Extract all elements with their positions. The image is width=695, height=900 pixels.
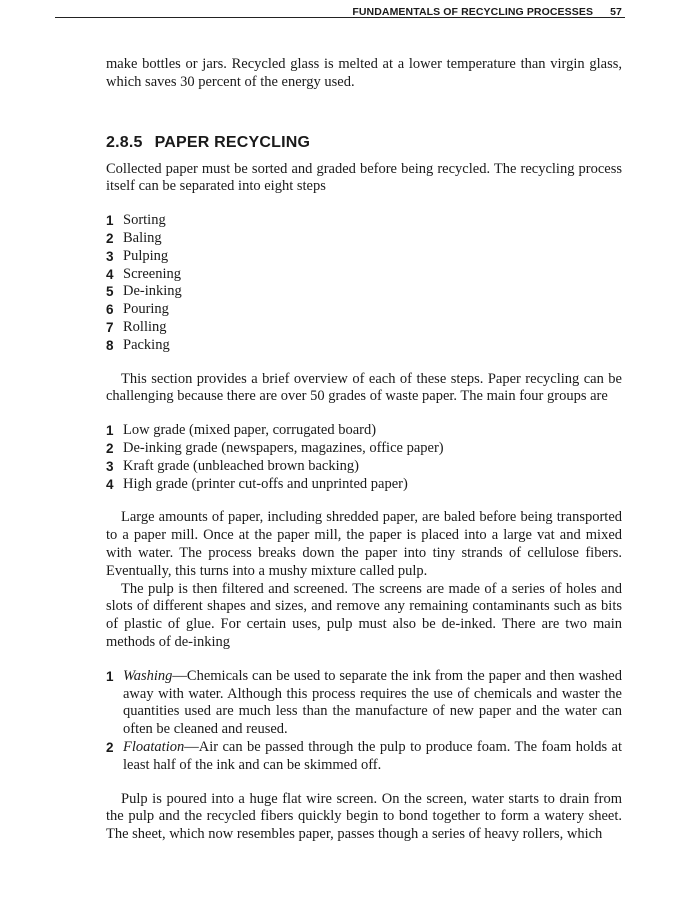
step-number: 8: [106, 337, 114, 353]
grade-number: 4: [106, 476, 114, 492]
running-head-title: FUNDAMENTALS OF RECYCLING PROCESSES: [352, 6, 594, 18]
step-number: 5: [106, 284, 114, 300]
method-text: —Air can be passed through the pulp to produce foam. The foam holds at least half of the ink and can be skimmed off.: [123, 738, 622, 773]
paragraph-pouring: Pulp is poured into a huge flat wire screen. On the screen, water starts to drain from the pulp and the recycled fibers quickly begin to bond together to form a watery sheet. The sheet, which now resembles paper, passes though a series of heavy rollers, which: [106, 790, 622, 843]
step-text: Baling: [123, 229, 162, 246]
grades-list: [106, 422, 622, 493]
step-text: Pouring: [123, 301, 169, 318]
paragraph-screening: The pulp is then filtered and screened. The screens are made of a series of holes and slots of different shapes and sizes, and remove any remaining contaminants such as bits of plastic of glue. For certain uses, pulp must also be de-inked. There are two main methods of de-inking: [106, 580, 622, 650]
grade-number: 1: [106, 423, 114, 439]
step-number: 4: [106, 266, 114, 282]
grade-text: Low grade (mixed paper, corrugated board): [123, 422, 377, 439]
step-number: 7: [106, 319, 114, 335]
method-number: 1: [106, 668, 114, 684]
step-text: De-inking: [123, 283, 182, 300]
section-heading: [106, 133, 622, 153]
page-body: [106, 56, 622, 844]
list-item: [106, 230, 622, 248]
grade-text: De-inking grade (newspapers, magazines, office paper): [123, 439, 444, 456]
list-item: [106, 422, 622, 440]
list-item: [106, 458, 622, 476]
steps-list: [106, 212, 622, 354]
list-item: [106, 248, 622, 266]
method-term: Floatation: [123, 738, 185, 755]
step-text: Sorting: [123, 212, 166, 229]
list-item: [106, 212, 622, 230]
method-text: —Chemicals can be used to separate the ink from the paper and then washed away with water. Although this process requires the use of chemicals and waster the quantities used are much less than the manufacture of new paper and the water can often be cleaned and reused.: [123, 667, 622, 738]
page-number: 57: [610, 6, 622, 18]
list-item: [106, 283, 622, 301]
list-item: [106, 739, 622, 775]
list-item: [106, 476, 622, 494]
grade-number: 2: [106, 440, 114, 456]
step-number: 1: [106, 213, 114, 229]
intro-paragraph: make bottles or jars. Recycled glass is melted at a lower temperature than virgin glass, which saves 30 percent of the energy used.: [106, 56, 622, 90]
method-term: Washing: [123, 667, 173, 684]
list-item: [106, 668, 622, 739]
method-number: 2: [106, 739, 114, 755]
deinking-methods-list: [106, 668, 622, 775]
paragraph-overview: This section provides a brief overview of each of these steps. Paper recycling can be challenging because there are over 50 grades of waste paper. The main four groups are: [106, 370, 622, 405]
section-title: PAPER RECYCLING: [154, 133, 311, 151]
grade-text: High grade (printer cut-offs and unprinted paper): [123, 475, 408, 492]
step-number: 2: [106, 230, 114, 246]
step-number: 3: [106, 248, 114, 264]
section-number: 2.8.5: [106, 133, 143, 151]
step-text: Screening: [123, 265, 181, 282]
step-text: Pulping: [123, 247, 169, 264]
list-item: [106, 266, 622, 284]
step-text: Packing: [123, 336, 170, 353]
list-item: [106, 301, 622, 319]
list-item: [106, 337, 622, 355]
list-item: [106, 319, 622, 337]
paragraph-baling: Large amounts of paper, including shredded paper, are baled before being transported to a paper mill. Once at the paper mill, the paper is placed into a large vat and mixed with water. The process breaks down the paper into tiny strands of cellulose fibers. Eventually, this turns into a mushy mixture called pulp.: [106, 509, 622, 579]
grade-text: Kraft grade (unbleached brown backing): [123, 457, 359, 474]
list-item: [106, 440, 622, 458]
paragraph-steps-intro: Collected paper must be sorted and graded before being recycled. The recycling process itself can be separated into eight steps: [106, 160, 622, 195]
step-text: Rolling: [123, 318, 167, 335]
step-number: 6: [106, 302, 114, 318]
grade-number: 3: [106, 458, 114, 474]
running-head: [352, 6, 622, 18]
